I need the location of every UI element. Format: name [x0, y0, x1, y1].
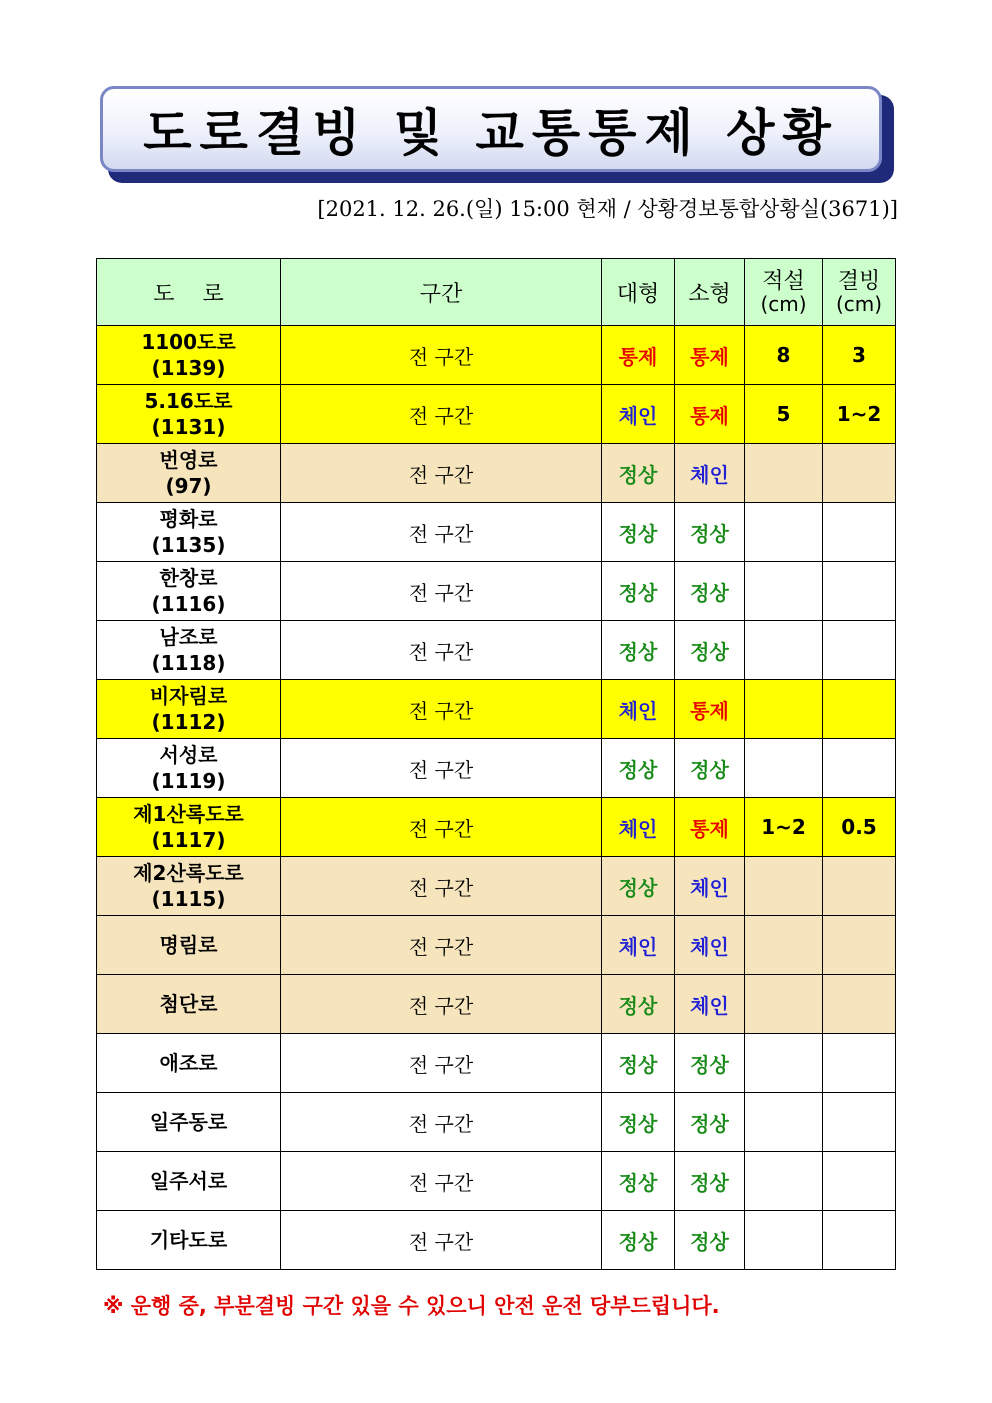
large-vehicle-status: 정상 — [602, 503, 675, 562]
large-vehicle-status: 정상 — [602, 444, 675, 503]
snow-depth-cell — [745, 739, 823, 798]
snow-depth-cell — [745, 975, 823, 1034]
small-vehicle-status: 통제 — [675, 680, 745, 739]
section-cell: 전 구간 — [281, 975, 602, 1034]
road-number: (97) — [165, 474, 212, 498]
road-status-table — [96, 258, 896, 1270]
table-row — [97, 385, 896, 444]
road-number: (1112) — [151, 710, 226, 734]
road-name-cell — [97, 680, 281, 739]
snow-depth-cell — [745, 1211, 823, 1270]
road-name: 일주서로 — [149, 1169, 228, 1193]
small-vehicle-status: 통제 — [675, 385, 745, 444]
header-ice-depth: 결빙 (cm) — [823, 259, 896, 326]
road-name: 한창로 — [159, 566, 218, 590]
ice-depth-cell — [823, 1034, 896, 1093]
ice-depth-cell — [823, 857, 896, 916]
large-vehicle-status: 정상 — [602, 975, 675, 1034]
section-cell: 전 구간 — [281, 798, 602, 857]
ice-depth-cell: 3 — [823, 326, 896, 385]
road-name-cell — [97, 975, 281, 1034]
ice-depth-cell: 1~2 — [823, 385, 896, 444]
table-row — [97, 857, 896, 916]
large-vehicle-status: 정상 — [602, 857, 675, 916]
table-row — [97, 739, 896, 798]
ice-depth-cell — [823, 444, 896, 503]
ice-depth-cell — [823, 916, 896, 975]
table-row — [97, 798, 896, 857]
snow-depth-cell — [745, 916, 823, 975]
snow-depth-cell — [745, 562, 823, 621]
road-name-cell — [97, 798, 281, 857]
snow-depth-cell — [745, 621, 823, 680]
large-vehicle-status: 체인 — [602, 680, 675, 739]
road-name-cell — [97, 503, 281, 562]
ice-depth-cell — [823, 739, 896, 798]
table-row — [97, 621, 896, 680]
road-number: (1131) — [151, 415, 226, 439]
table-row — [97, 1093, 896, 1152]
ice-depth-cell: 0.5 — [823, 798, 896, 857]
header-snow-depth: 적설 (cm) — [745, 259, 823, 326]
snow-depth-cell — [745, 1093, 823, 1152]
road-name: 남조로 — [159, 625, 218, 649]
large-vehicle-status: 체인 — [602, 798, 675, 857]
section-cell: 전 구간 — [281, 503, 602, 562]
road-name-cell — [97, 326, 281, 385]
road-name-cell — [97, 562, 281, 621]
small-vehicle-status: 체인 — [675, 444, 745, 503]
road-name-cell — [97, 621, 281, 680]
ice-depth-cell — [823, 562, 896, 621]
ice-depth-cell — [823, 1093, 896, 1152]
road-name-cell — [97, 1034, 281, 1093]
road-name: 첨단로 — [159, 992, 218, 1016]
section-cell: 전 구간 — [281, 1093, 602, 1152]
road-name-cell — [97, 1093, 281, 1152]
small-vehicle-status: 정상 — [675, 1034, 745, 1093]
ice-depth-cell — [823, 503, 896, 562]
road-name-cell — [97, 916, 281, 975]
table-row — [97, 975, 896, 1034]
road-name: 번영로 — [159, 448, 218, 472]
road-name: 평화로 — [159, 507, 218, 531]
table-row — [97, 916, 896, 975]
large-vehicle-status: 체인 — [602, 385, 675, 444]
snow-depth-cell: 1~2 — [745, 798, 823, 857]
section-cell: 전 구간 — [281, 621, 602, 680]
snow-depth-cell — [745, 680, 823, 739]
large-vehicle-status: 정상 — [602, 1152, 675, 1211]
road-name: 제1산록도로 — [133, 802, 244, 826]
table-row — [97, 1034, 896, 1093]
snow-depth-cell: 8 — [745, 326, 823, 385]
small-vehicle-status: 정상 — [675, 1093, 745, 1152]
ice-depth-cell — [823, 680, 896, 739]
road-number: (1135) — [151, 533, 226, 557]
small-vehicle-status: 통제 — [675, 326, 745, 385]
road-name-cell — [97, 1152, 281, 1211]
road-name: 서성로 — [159, 743, 218, 767]
section-cell: 전 구간 — [281, 1211, 602, 1270]
ice-depth-cell — [823, 1152, 896, 1211]
road-name-cell — [97, 1211, 281, 1270]
table-row — [97, 1211, 896, 1270]
large-vehicle-status: 통제 — [602, 326, 675, 385]
large-vehicle-status: 체인 — [602, 916, 675, 975]
small-vehicle-status: 정상 — [675, 1211, 745, 1270]
road-number: (1119) — [151, 769, 226, 793]
ice-depth-cell — [823, 975, 896, 1034]
road-name: 5.16도로 — [144, 389, 233, 413]
snow-depth-cell — [745, 1034, 823, 1093]
large-vehicle-status: 정상 — [602, 1211, 675, 1270]
table-row — [97, 503, 896, 562]
road-number: (1116) — [151, 592, 226, 616]
road-name: 제2산록도로 — [133, 861, 244, 885]
large-vehicle-status: 정상 — [602, 621, 675, 680]
small-vehicle-status: 체인 — [675, 916, 745, 975]
road-name-cell — [97, 739, 281, 798]
road-number: (1115) — [151, 887, 226, 911]
table-header-row — [97, 259, 896, 326]
header-small-vehicle: 소형 — [675, 259, 745, 326]
ice-depth-cell — [823, 1211, 896, 1270]
table-row — [97, 326, 896, 385]
snow-depth-cell — [745, 1152, 823, 1211]
small-vehicle-status: 정상 — [675, 562, 745, 621]
road-name: 애조로 — [159, 1051, 218, 1075]
section-cell: 전 구간 — [281, 680, 602, 739]
small-vehicle-status: 체인 — [675, 975, 745, 1034]
table-row — [97, 680, 896, 739]
road-name: 명림로 — [159, 933, 218, 957]
large-vehicle-status: 정상 — [602, 562, 675, 621]
header-road: 도 로 — [97, 259, 281, 326]
road-name: 1100도로 — [141, 330, 236, 354]
table-row — [97, 562, 896, 621]
small-vehicle-status: 체인 — [675, 857, 745, 916]
large-vehicle-status: 정상 — [602, 739, 675, 798]
road-number: (1118) — [151, 651, 226, 675]
section-cell: 전 구간 — [281, 857, 602, 916]
section-cell: 전 구간 — [281, 916, 602, 975]
ice-depth-cell — [823, 621, 896, 680]
road-name: 비자림로 — [149, 684, 228, 708]
large-vehicle-status: 정상 — [602, 1034, 675, 1093]
small-vehicle-status: 통제 — [675, 798, 745, 857]
report-timestamp: [2021. 12. 26.(일) 15:00 현재 / 상황경보통합상황실(3671)] — [317, 197, 898, 221]
table-row — [97, 444, 896, 503]
caution-note: ※ 운행 중, 부분결빙 구간 있을 수 있으니 안전 운전 당부드립니다. — [103, 1294, 720, 1318]
road-name: 기타도로 — [149, 1228, 228, 1252]
header-large-vehicle: 대형 — [602, 259, 675, 326]
title-box — [100, 86, 882, 172]
snow-depth-cell — [745, 857, 823, 916]
section-cell: 전 구간 — [281, 1152, 602, 1211]
road-name-cell — [97, 385, 281, 444]
large-vehicle-status: 정상 — [602, 1093, 675, 1152]
small-vehicle-status: 정상 — [675, 503, 745, 562]
small-vehicle-status: 정상 — [675, 621, 745, 680]
small-vehicle-status: 정상 — [675, 1152, 745, 1211]
snow-depth-cell — [745, 444, 823, 503]
section-cell: 전 구간 — [281, 739, 602, 798]
snow-depth-cell: 5 — [745, 385, 823, 444]
road-name: 일주동로 — [149, 1110, 228, 1134]
snow-depth-cell — [745, 503, 823, 562]
road-name-cell — [97, 444, 281, 503]
section-cell: 전 구간 — [281, 385, 602, 444]
page-title: 도로결빙 및 교통통제 상황 — [143, 104, 839, 162]
road-number: (1139) — [151, 356, 226, 380]
section-cell: 전 구간 — [281, 326, 602, 385]
section-cell: 전 구간 — [281, 1034, 602, 1093]
table-row — [97, 1152, 896, 1211]
small-vehicle-status: 정상 — [675, 739, 745, 798]
header-section: 구간 — [281, 259, 602, 326]
section-cell: 전 구간 — [281, 444, 602, 503]
section-cell: 전 구간 — [281, 562, 602, 621]
road-number: (1117) — [151, 828, 226, 852]
road-name-cell — [97, 857, 281, 916]
